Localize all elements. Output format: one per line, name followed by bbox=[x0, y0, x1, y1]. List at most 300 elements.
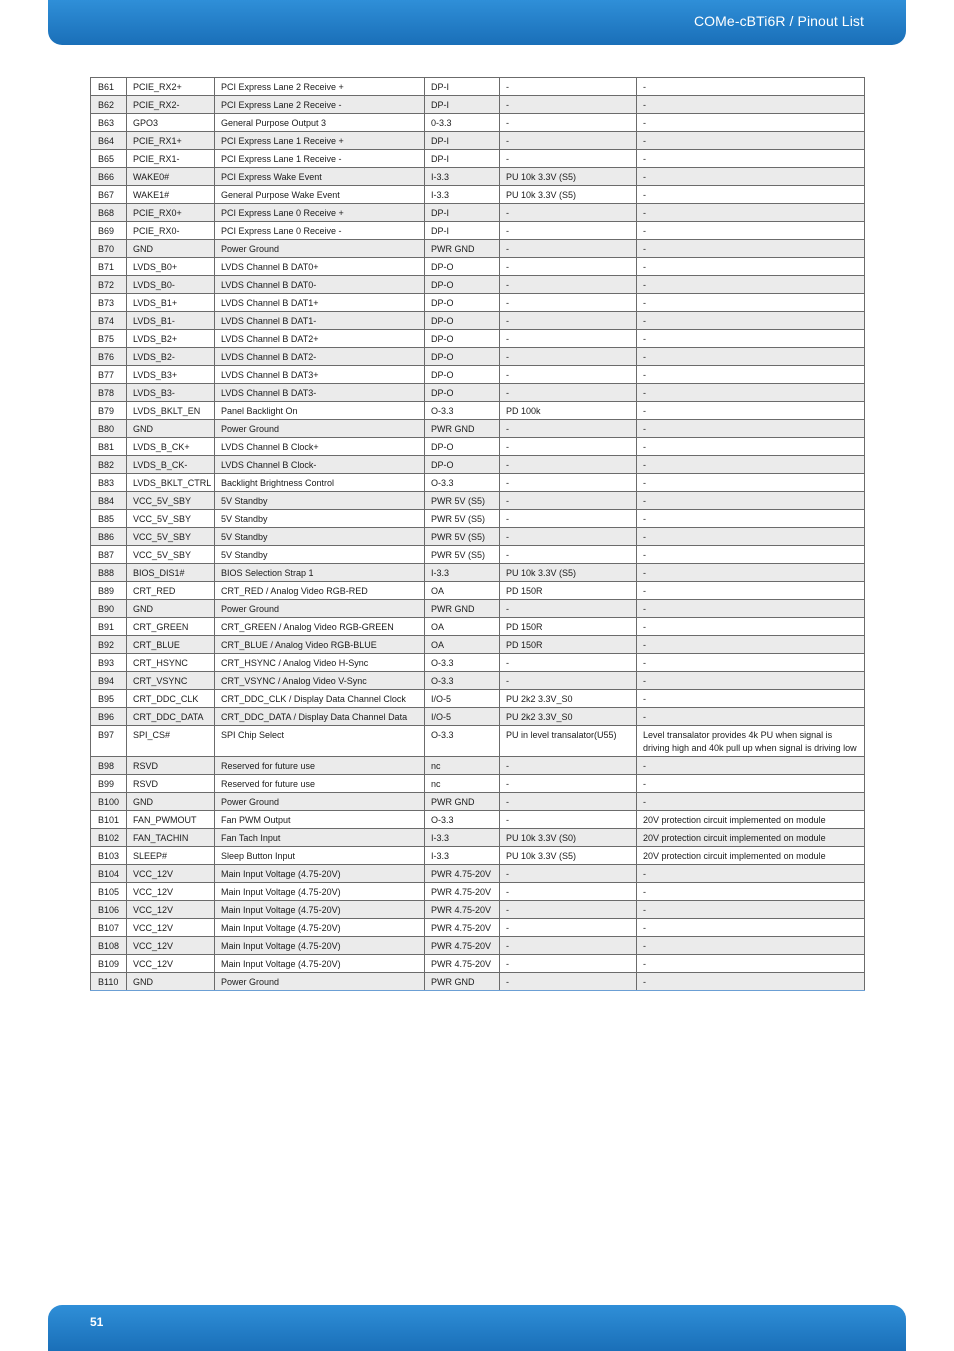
cell-type: 0-3.3 bbox=[425, 114, 500, 132]
cell-termination: PD 150R bbox=[500, 618, 637, 636]
cell-comment: - bbox=[637, 546, 865, 564]
cell-type: OA bbox=[425, 618, 500, 636]
cell-comment: - bbox=[637, 672, 865, 690]
cell-pin-number: B79 bbox=[91, 402, 127, 420]
cell-pin-number: B87 bbox=[91, 546, 127, 564]
cell-type: PWR GND bbox=[425, 973, 500, 991]
cell-type: DP-O bbox=[425, 258, 500, 276]
cell-description: PCI Express Wake Event bbox=[215, 168, 425, 186]
cell-description: LVDS Channel B DAT3+ bbox=[215, 366, 425, 384]
cell-pin-number: B104 bbox=[91, 865, 127, 883]
cell-type: O-3.3 bbox=[425, 726, 500, 757]
cell-signal-name: GND bbox=[127, 793, 215, 811]
cell-termination: - bbox=[500, 348, 637, 366]
cell-signal-name: PCIE_RX1- bbox=[127, 150, 215, 168]
table-row bbox=[91, 150, 865, 168]
cell-description: LVDS Channel B DAT0+ bbox=[215, 258, 425, 276]
cell-pin-number: B110 bbox=[91, 973, 127, 991]
cell-termination: - bbox=[500, 132, 637, 150]
table-row bbox=[91, 348, 865, 366]
cell-termination: - bbox=[500, 757, 637, 775]
cell-description: 5V Standby bbox=[215, 492, 425, 510]
cell-type: I-3.3 bbox=[425, 186, 500, 204]
cell-description: 5V Standby bbox=[215, 510, 425, 528]
table-row bbox=[91, 510, 865, 528]
cell-comment: - bbox=[637, 456, 865, 474]
cell-comment: - bbox=[637, 973, 865, 991]
cell-termination: PU in level transalator(U55) bbox=[500, 726, 637, 757]
cell-comment: - bbox=[637, 204, 865, 222]
table-row bbox=[91, 708, 865, 726]
cell-type: PWR GND bbox=[425, 793, 500, 811]
cell-signal-name: VCC_12V bbox=[127, 865, 215, 883]
cell-description: Main Input Voltage (4.75-20V) bbox=[215, 955, 425, 973]
footer-bar bbox=[48, 1305, 906, 1351]
cell-signal-name: LVDS_B3+ bbox=[127, 366, 215, 384]
cell-comment: - bbox=[637, 168, 865, 186]
cell-signal-name: SLEEP# bbox=[127, 847, 215, 865]
cell-signal-name: LVDS_B0+ bbox=[127, 258, 215, 276]
cell-description: General Purpose Output 3 bbox=[215, 114, 425, 132]
cell-signal-name: FAN_PWMOUT bbox=[127, 811, 215, 829]
cell-type: PWR 4.75-20V bbox=[425, 901, 500, 919]
table-row bbox=[91, 492, 865, 510]
cell-termination: - bbox=[500, 150, 637, 168]
cell-comment: - bbox=[637, 865, 865, 883]
cell-type: PWR 4.75-20V bbox=[425, 883, 500, 901]
cell-description: LVDS Channel B Clock+ bbox=[215, 438, 425, 456]
table-row bbox=[91, 654, 865, 672]
cell-comment: - bbox=[637, 582, 865, 600]
table-row bbox=[91, 757, 865, 775]
cell-pin-number: B91 bbox=[91, 618, 127, 636]
cell-pin-number: B74 bbox=[91, 312, 127, 330]
table-row bbox=[91, 186, 865, 204]
cell-pin-number: B88 bbox=[91, 564, 127, 582]
cell-type: OA bbox=[425, 636, 500, 654]
cell-termination: PD 100k bbox=[500, 402, 637, 420]
cell-signal-name: GND bbox=[127, 240, 215, 258]
cell-comment: - bbox=[637, 384, 865, 402]
table-row bbox=[91, 240, 865, 258]
cell-type: DP-O bbox=[425, 348, 500, 366]
cell-signal-name: VCC_12V bbox=[127, 955, 215, 973]
header-bar bbox=[48, 0, 906, 45]
cell-type: I-3.3 bbox=[425, 829, 500, 847]
cell-description: Panel Backlight On bbox=[215, 402, 425, 420]
cell-pin-number: B105 bbox=[91, 883, 127, 901]
cell-signal-name: SPI_CS# bbox=[127, 726, 215, 757]
cell-pin-number: B62 bbox=[91, 96, 127, 114]
cell-pin-number: B95 bbox=[91, 690, 127, 708]
cell-pin-number: B107 bbox=[91, 919, 127, 937]
cell-signal-name: VCC_5V_SBY bbox=[127, 492, 215, 510]
cell-signal-name: LVDS_BKLT_CTRL bbox=[127, 474, 215, 492]
cell-comment: - bbox=[637, 564, 865, 582]
cell-type: DP-I bbox=[425, 96, 500, 114]
table-row bbox=[91, 294, 865, 312]
cell-type: DP-I bbox=[425, 132, 500, 150]
cell-termination: - bbox=[500, 973, 637, 991]
cell-comment: - bbox=[637, 78, 865, 96]
cell-signal-name: GPO3 bbox=[127, 114, 215, 132]
table-row bbox=[91, 546, 865, 564]
cell-type: DP-O bbox=[425, 312, 500, 330]
cell-comment: - bbox=[637, 883, 865, 901]
cell-comment: - bbox=[637, 186, 865, 204]
table-row bbox=[91, 222, 865, 240]
cell-description: 5V Standby bbox=[215, 546, 425, 564]
table-row bbox=[91, 672, 865, 690]
cell-pin-number: B106 bbox=[91, 901, 127, 919]
cell-comment: Level transalator provides 4k PU when signal is driving high and 40k pull up when signal is driving low bbox=[637, 726, 865, 757]
cell-comment: - bbox=[637, 312, 865, 330]
cell-termination: - bbox=[500, 78, 637, 96]
table-row bbox=[91, 901, 865, 919]
cell-description: SPI Chip Select bbox=[215, 726, 425, 757]
cell-comment: - bbox=[637, 492, 865, 510]
cell-pin-number: B108 bbox=[91, 937, 127, 955]
table-row bbox=[91, 973, 865, 991]
cell-termination: - bbox=[500, 811, 637, 829]
table-row bbox=[91, 330, 865, 348]
cell-type: DP-O bbox=[425, 276, 500, 294]
cell-comment: - bbox=[637, 919, 865, 937]
cell-termination: - bbox=[500, 240, 637, 258]
cell-description: LVDS Channel B DAT1- bbox=[215, 312, 425, 330]
cell-type: I-3.3 bbox=[425, 168, 500, 186]
cell-description: LVDS Channel B DAT1+ bbox=[215, 294, 425, 312]
cell-pin-number: B69 bbox=[91, 222, 127, 240]
cell-description: PCI Express Lane 1 Receive - bbox=[215, 150, 425, 168]
cell-type: PWR 5V (S5) bbox=[425, 528, 500, 546]
cell-signal-name: LVDS_B3- bbox=[127, 384, 215, 402]
table-row bbox=[91, 276, 865, 294]
cell-pin-number: B109 bbox=[91, 955, 127, 973]
cell-signal-name: GND bbox=[127, 973, 215, 991]
table-row bbox=[91, 438, 865, 456]
cell-signal-name: PCIE_RX0+ bbox=[127, 204, 215, 222]
cell-termination: - bbox=[500, 793, 637, 811]
cell-signal-name: WAKE0# bbox=[127, 168, 215, 186]
cell-pin-number: B93 bbox=[91, 654, 127, 672]
table-row bbox=[91, 384, 865, 402]
cell-comment: - bbox=[637, 474, 865, 492]
cell-type: O-3.3 bbox=[425, 654, 500, 672]
cell-pin-number: B94 bbox=[91, 672, 127, 690]
cell-comment: - bbox=[637, 132, 865, 150]
cell-termination: - bbox=[500, 955, 637, 973]
cell-termination: PU 10k 3.3V (S5) bbox=[500, 564, 637, 582]
cell-comment: - bbox=[637, 258, 865, 276]
cell-pin-number: B67 bbox=[91, 186, 127, 204]
cell-type: PWR GND bbox=[425, 600, 500, 618]
cell-pin-number: B78 bbox=[91, 384, 127, 402]
cell-comment: - bbox=[637, 348, 865, 366]
table-row bbox=[91, 690, 865, 708]
cell-type: O-3.3 bbox=[425, 474, 500, 492]
cell-pin-number: B77 bbox=[91, 366, 127, 384]
cell-type: PWR 4.75-20V bbox=[425, 937, 500, 955]
cell-description: Main Input Voltage (4.75-20V) bbox=[215, 937, 425, 955]
cell-signal-name: VCC_12V bbox=[127, 883, 215, 901]
cell-signal-name: BIOS_DIS1# bbox=[127, 564, 215, 582]
cell-pin-number: B86 bbox=[91, 528, 127, 546]
cell-signal-name: LVDS_B1- bbox=[127, 312, 215, 330]
cell-termination: - bbox=[500, 672, 637, 690]
cell-signal-name: VCC_5V_SBY bbox=[127, 510, 215, 528]
cell-termination: - bbox=[500, 919, 637, 937]
pinout-table bbox=[90, 77, 865, 991]
cell-comment: - bbox=[637, 708, 865, 726]
cell-pin-number: B100 bbox=[91, 793, 127, 811]
cell-signal-name: FAN_TACHIN bbox=[127, 829, 215, 847]
cell-comment: 20V protection circuit implemented on module bbox=[637, 811, 865, 829]
cell-comment: - bbox=[637, 793, 865, 811]
cell-termination: - bbox=[500, 330, 637, 348]
cell-type: nc bbox=[425, 775, 500, 793]
cell-termination: - bbox=[500, 901, 637, 919]
cell-pin-number: B65 bbox=[91, 150, 127, 168]
cell-termination: - bbox=[500, 222, 637, 240]
cell-type: DP-O bbox=[425, 384, 500, 402]
table-row bbox=[91, 204, 865, 222]
cell-signal-name: WAKE1# bbox=[127, 186, 215, 204]
cell-description: Power Ground bbox=[215, 973, 425, 991]
cell-pin-number: B102 bbox=[91, 829, 127, 847]
table-row bbox=[91, 420, 865, 438]
cell-termination: PD 150R bbox=[500, 636, 637, 654]
table-row bbox=[91, 865, 865, 883]
cell-signal-name: CRT_VSYNC bbox=[127, 672, 215, 690]
cell-termination: - bbox=[500, 492, 637, 510]
cell-signal-name: CRT_RED bbox=[127, 582, 215, 600]
cell-termination: - bbox=[500, 96, 637, 114]
cell-description: Power Ground bbox=[215, 793, 425, 811]
cell-pin-number: B75 bbox=[91, 330, 127, 348]
cell-pin-number: B72 bbox=[91, 276, 127, 294]
cell-pin-number: B64 bbox=[91, 132, 127, 150]
cell-termination: - bbox=[500, 546, 637, 564]
pinout-table-body bbox=[91, 78, 865, 991]
cell-termination: PD 150R bbox=[500, 582, 637, 600]
cell-termination: PU 10k 3.3V (S0) bbox=[500, 829, 637, 847]
cell-pin-number: B81 bbox=[91, 438, 127, 456]
cell-description: LVDS Channel B DAT3- bbox=[215, 384, 425, 402]
cell-termination: - bbox=[500, 438, 637, 456]
cell-description: CRT_VSYNC / Analog Video V-Sync bbox=[215, 672, 425, 690]
cell-termination: - bbox=[500, 937, 637, 955]
cell-type: O-3.3 bbox=[425, 402, 500, 420]
cell-comment: - bbox=[637, 690, 865, 708]
cell-description: Main Input Voltage (4.75-20V) bbox=[215, 865, 425, 883]
cell-comment: - bbox=[637, 618, 865, 636]
cell-type: PWR GND bbox=[425, 420, 500, 438]
cell-signal-name: CRT_BLUE bbox=[127, 636, 215, 654]
cell-comment: - bbox=[637, 150, 865, 168]
cell-pin-number: B83 bbox=[91, 474, 127, 492]
cell-pin-number: B61 bbox=[91, 78, 127, 96]
table-row bbox=[91, 775, 865, 793]
cell-description: Backlight Brightness Control bbox=[215, 474, 425, 492]
cell-signal-name: VCC_12V bbox=[127, 919, 215, 937]
cell-comment: - bbox=[637, 757, 865, 775]
cell-type: O-3.3 bbox=[425, 811, 500, 829]
cell-pin-number: B98 bbox=[91, 757, 127, 775]
cell-type: OA bbox=[425, 582, 500, 600]
table-row bbox=[91, 636, 865, 654]
cell-termination: - bbox=[500, 883, 637, 901]
cell-signal-name: CRT_HSYNC bbox=[127, 654, 215, 672]
cell-description: LVDS Channel B DAT0- bbox=[215, 276, 425, 294]
cell-signal-name: LVDS_B_CK- bbox=[127, 456, 215, 474]
cell-type: DP-I bbox=[425, 204, 500, 222]
cell-description: General Purpose Wake Event bbox=[215, 186, 425, 204]
cell-signal-name: PCIE_RX2+ bbox=[127, 78, 215, 96]
cell-pin-number: B96 bbox=[91, 708, 127, 726]
cell-pin-number: B70 bbox=[91, 240, 127, 258]
cell-description: Main Input Voltage (4.75-20V) bbox=[215, 919, 425, 937]
cell-termination: - bbox=[500, 528, 637, 546]
cell-pin-number: B85 bbox=[91, 510, 127, 528]
table-row bbox=[91, 883, 865, 901]
cell-signal-name: LVDS_B1+ bbox=[127, 294, 215, 312]
cell-description: CRT_BLUE / Analog Video RGB-BLUE bbox=[215, 636, 425, 654]
cell-termination: - bbox=[500, 276, 637, 294]
cell-comment: - bbox=[637, 366, 865, 384]
cell-termination: - bbox=[500, 420, 637, 438]
cell-signal-name: RSVD bbox=[127, 757, 215, 775]
cell-comment: - bbox=[637, 955, 865, 973]
table-row bbox=[91, 258, 865, 276]
cell-termination: - bbox=[500, 865, 637, 883]
table-row bbox=[91, 366, 865, 384]
cell-description: Sleep Button Input bbox=[215, 847, 425, 865]
cell-comment: - bbox=[637, 937, 865, 955]
cell-description: PCI Express Lane 1 Receive + bbox=[215, 132, 425, 150]
cell-description: PCI Express Lane 0 Receive + bbox=[215, 204, 425, 222]
cell-signal-name: PCIE_RX0- bbox=[127, 222, 215, 240]
cell-pin-number: B84 bbox=[91, 492, 127, 510]
cell-signal-name: CRT_GREEN bbox=[127, 618, 215, 636]
table-row bbox=[91, 96, 865, 114]
cell-pin-number: B68 bbox=[91, 204, 127, 222]
cell-signal-name: CRT_DDC_DATA bbox=[127, 708, 215, 726]
cell-signal-name: VCC_5V_SBY bbox=[127, 528, 215, 546]
document-title: COMe-cBTi6R / Pinout List bbox=[693, 13, 864, 29]
cell-signal-name: PCIE_RX2- bbox=[127, 96, 215, 114]
cell-comment: - bbox=[637, 222, 865, 240]
table-row bbox=[91, 582, 865, 600]
cell-type: nc bbox=[425, 757, 500, 775]
cell-comment: - bbox=[637, 600, 865, 618]
cell-description: 5V Standby bbox=[215, 528, 425, 546]
cell-signal-name: GND bbox=[127, 420, 215, 438]
table-row bbox=[91, 847, 865, 865]
cell-comment: - bbox=[637, 114, 865, 132]
cell-signal-name: VCC_12V bbox=[127, 937, 215, 955]
cell-comment: - bbox=[637, 510, 865, 528]
cell-signal-name: LVDS_B0- bbox=[127, 276, 215, 294]
cell-description: Power Ground bbox=[215, 240, 425, 258]
cell-description: PCI Express Lane 0 Receive - bbox=[215, 222, 425, 240]
cell-type: DP-O bbox=[425, 294, 500, 312]
table-row bbox=[91, 168, 865, 186]
cell-description: PCI Express Lane 2 Receive + bbox=[215, 78, 425, 96]
cell-description: Reserved for future use bbox=[215, 757, 425, 775]
cell-signal-name: GND bbox=[127, 600, 215, 618]
cell-type: O-3.3 bbox=[425, 672, 500, 690]
cell-comment: - bbox=[637, 276, 865, 294]
cell-pin-number: B90 bbox=[91, 600, 127, 618]
cell-description: LVDS Channel B DAT2+ bbox=[215, 330, 425, 348]
cell-description: Main Input Voltage (4.75-20V) bbox=[215, 901, 425, 919]
cell-type: PWR 4.75-20V bbox=[425, 865, 500, 883]
cell-type: DP-O bbox=[425, 330, 500, 348]
cell-type: I/O-5 bbox=[425, 690, 500, 708]
cell-comment: - bbox=[637, 96, 865, 114]
cell-description: CRT_RED / Analog Video RGB-RED bbox=[215, 582, 425, 600]
cell-signal-name: LVDS_B_CK+ bbox=[127, 438, 215, 456]
cell-signal-name: VCC_5V_SBY bbox=[127, 546, 215, 564]
cell-pin-number: B99 bbox=[91, 775, 127, 793]
cell-termination: - bbox=[500, 294, 637, 312]
cell-termination: - bbox=[500, 258, 637, 276]
cell-type: DP-I bbox=[425, 150, 500, 168]
cell-description: LVDS Channel B DAT2- bbox=[215, 348, 425, 366]
cell-termination: - bbox=[500, 775, 637, 793]
cell-pin-number: B92 bbox=[91, 636, 127, 654]
cell-pin-number: B76 bbox=[91, 348, 127, 366]
cell-comment: 20V protection circuit implemented on module bbox=[637, 829, 865, 847]
cell-signal-name: LVDS_BKLT_EN bbox=[127, 402, 215, 420]
table-row bbox=[91, 528, 865, 546]
table-row bbox=[91, 793, 865, 811]
table-row bbox=[91, 312, 865, 330]
cell-type: DP-O bbox=[425, 456, 500, 474]
cell-comment: - bbox=[637, 636, 865, 654]
cell-signal-name: RSVD bbox=[127, 775, 215, 793]
cell-description: Power Ground bbox=[215, 420, 425, 438]
cell-comment: - bbox=[637, 775, 865, 793]
cell-comment: 20V protection circuit implemented on module bbox=[637, 847, 865, 865]
cell-signal-name: LVDS_B2- bbox=[127, 348, 215, 366]
cell-termination: PU 10k 3.3V (S5) bbox=[500, 847, 637, 865]
cell-termination: - bbox=[500, 366, 637, 384]
cell-termination: - bbox=[500, 456, 637, 474]
cell-termination: - bbox=[500, 114, 637, 132]
table-row bbox=[91, 937, 865, 955]
cell-description: CRT_DDC_DATA / Display Data Channel Data bbox=[215, 708, 425, 726]
table-row bbox=[91, 402, 865, 420]
cell-type: DP-I bbox=[425, 78, 500, 96]
table-row bbox=[91, 600, 865, 618]
cell-termination: - bbox=[500, 600, 637, 618]
cell-description: PCI Express Lane 2 Receive - bbox=[215, 96, 425, 114]
cell-pin-number: B80 bbox=[91, 420, 127, 438]
cell-description: Fan Tach Input bbox=[215, 829, 425, 847]
cell-description: Fan PWM Output bbox=[215, 811, 425, 829]
cell-pin-number: B73 bbox=[91, 294, 127, 312]
table-row bbox=[91, 726, 865, 757]
table-row bbox=[91, 829, 865, 847]
table-row bbox=[91, 456, 865, 474]
cell-termination: - bbox=[500, 474, 637, 492]
cell-description: Power Ground bbox=[215, 600, 425, 618]
cell-signal-name: LVDS_B2+ bbox=[127, 330, 215, 348]
cell-type: I/O-5 bbox=[425, 708, 500, 726]
table-row bbox=[91, 618, 865, 636]
